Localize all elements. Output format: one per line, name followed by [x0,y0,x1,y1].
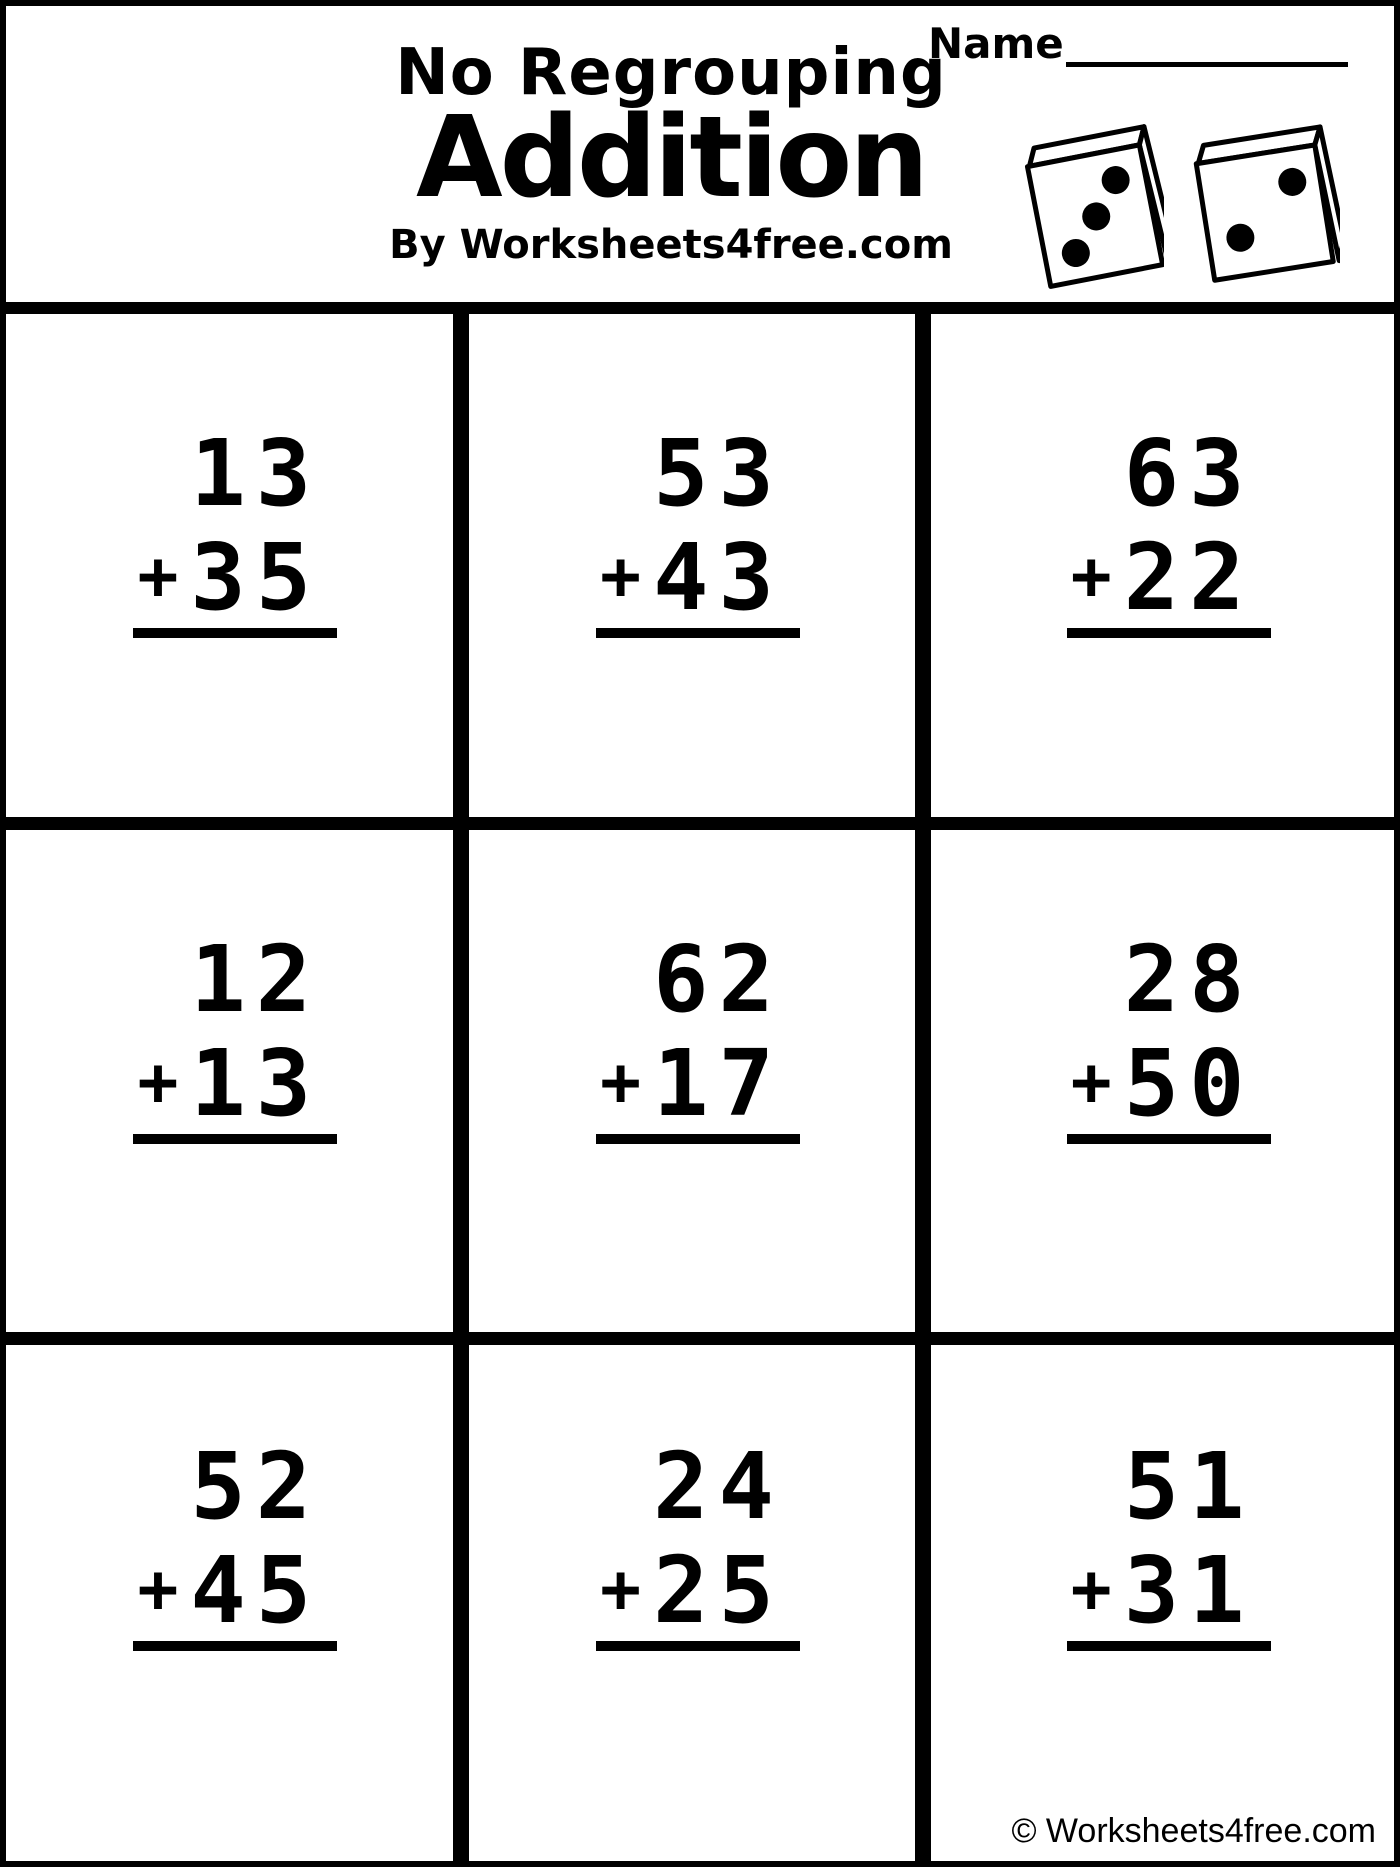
name-label: Name [928,18,1064,68]
addend-top: 52 [190,1433,322,1541]
addition-problem-7 [137,1433,322,1651]
addition-problem-5 [600,925,784,1144]
addend-bottom-row [1070,524,1255,631]
addition-problem-9 [1070,1433,1255,1651]
plus-operator: + [137,537,179,616]
problem-cell-3 [931,314,1394,830]
worksheet-subtitle: No Regrouping [395,36,947,110]
addition-problem-1 [137,420,322,638]
addend-bottom-row [137,524,322,631]
plus-operator: + [137,1042,179,1122]
problems-grid [6,302,1394,1861]
addition-problem-2 [600,420,784,638]
addend-bottom-row [137,1537,322,1645]
addend-bottom-row [1070,1029,1255,1137]
addend-bottom: 43 [653,524,784,631]
addition-problem-8 [600,1433,784,1651]
addition-problem-6 [1070,925,1255,1144]
plus-operator: + [137,1550,179,1630]
addend-bottom-row [600,1537,784,1645]
addend-top: 28 [1123,925,1255,1033]
addend-bottom-row [1070,1537,1255,1645]
addend-bottom: 17 [653,1029,784,1137]
copyright-text: © Worksheets4free.com [1011,1812,1376,1850]
problem-cell-1 [6,314,469,830]
addend-top: 12 [190,925,322,1033]
problem-cell-5 [469,830,932,1346]
plus-operator: + [600,1550,642,1630]
problem-cell-4 [6,830,469,1346]
addend-bottom: 25 [653,1537,784,1645]
plus-operator: + [1070,1550,1112,1630]
worksheet-title: Addition [415,93,927,223]
addend-bottom: 31 [1123,1537,1255,1645]
problem-cell-2 [469,314,932,830]
addend-bottom-row [600,524,784,631]
die-3-pips-icon [1012,124,1164,292]
plus-operator: + [600,1042,642,1122]
addition-problem-4 [137,925,322,1144]
plus-operator: + [1070,537,1112,616]
addend-bottom: 50 [1123,1029,1255,1137]
plus-operator: + [1070,1042,1112,1122]
addend-top: 53 [653,420,784,527]
addend-top: 63 [1123,420,1255,527]
addend-bottom: 45 [190,1537,322,1645]
problem-cell-7 [6,1345,469,1861]
addend-bottom-row [600,1029,784,1137]
addend-bottom-row [137,1029,322,1137]
addend-top: 51 [1123,1433,1255,1541]
dice-illustration [1012,124,1340,292]
worksheet-byline: By Worksheets4free.com [389,222,953,268]
addend-bottom: 22 [1123,524,1255,631]
addend-top: 24 [653,1433,784,1541]
addend-bottom: 35 [190,524,322,631]
addend-top: 13 [190,420,322,527]
die-2-pips-icon [1184,124,1340,286]
problem-cell-9 [931,1345,1394,1861]
addend-bottom: 13 [190,1029,322,1137]
problem-cell-8 [469,1345,932,1861]
addition-problem-3 [1070,420,1255,638]
problem-cell-6 [931,830,1394,1346]
addend-top: 62 [653,925,784,1033]
plus-operator: + [600,537,642,616]
